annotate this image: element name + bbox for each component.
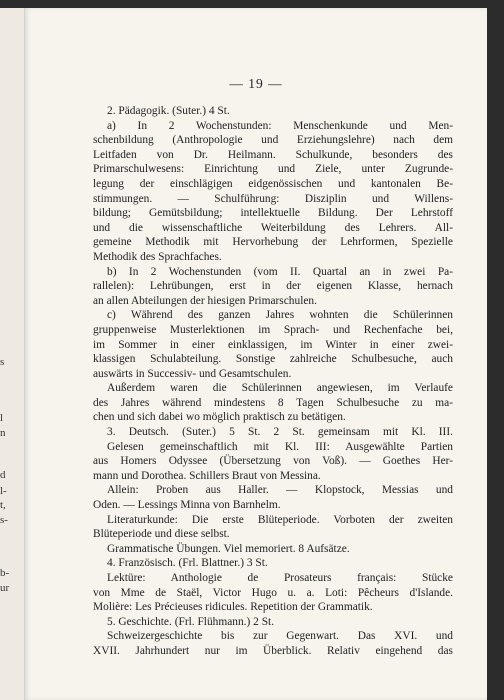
left-page-fragment: ur: [0, 582, 10, 594]
text-line: legung der einschlägigen eidgenössischen und kantonalen Be-: [93, 177, 453, 190]
text-line: bildung; Gemütsbildung; intellektuelle Bildung. Der Lehrstoff: [93, 207, 453, 220]
text-line: b) In 2 Wochenstunden (vom II. Quartal an in zwei Pa-: [107, 265, 453, 278]
left-page-edge: [0, 8, 25, 700]
text-line: rallelen): Lehrübungen, erst in der eigenen Klasse, hernach: [93, 280, 453, 293]
page-body-text: [93, 104, 453, 659]
text-line: Außerdem waren die Schülerinnen angewiesen, im Verlaufe: [107, 382, 453, 395]
text-line: im Sommer in einer einklassigen, im Winter in einer zwei-: [93, 338, 453, 351]
scan-background: [487, 8, 504, 700]
left-page-fragment: n: [0, 427, 6, 439]
text-line: Schweizergeschichte bis zur Gegenwart. Das XVI. und: [107, 630, 453, 643]
left-page-fragment: t,: [0, 499, 6, 511]
text-line: a) In 2 Wochenstunden: Menschenkunde und Men-: [107, 119, 453, 132]
text-line: stimmungen. — Schulführung: Disziplin und Willens-: [93, 192, 453, 205]
text-line: aus Homers Odyssee (Übersetzung von Voß). — Goethes Her-: [93, 455, 453, 468]
text-line: XVII. Jahrhundert nur im Überblick. Relativ eingehend das: [93, 644, 453, 657]
text-line: mann und Dorothea. Schillers Braut von Messina.: [93, 469, 321, 482]
book-page: [25, 8, 487, 700]
text-line: Allein: Proben aus Haller. — Klopstock, Messias und: [107, 484, 453, 497]
left-page-fragment: d: [0, 469, 6, 481]
text-line: c) Während des ganzen Jahres wohnten die Schülerinnen: [107, 309, 453, 322]
text-line: und die wissenschaftliche Weiterbildung des Lehrers. All-: [93, 221, 453, 234]
left-page-fragment: s: [0, 356, 5, 368]
text-line: gruppenweise Musterlektionen im Sprach- und Rechenfache bei,: [93, 323, 453, 336]
left-page-fragment: l-: [0, 485, 7, 497]
text-line: Gelesen gemeinschaftlich mit Kl. III: Ausgewählte Partien: [107, 440, 453, 453]
text-line: 3. Deutsch. (Suter.) 5 St. 2 St. gemeinsam mit Kl. III.: [107, 426, 453, 439]
text-line: Methodik des Sprachfaches.: [93, 250, 222, 263]
text-line: des Jahres während mindestens 8 Tagen Schulbesuche zu ma-: [93, 396, 453, 409]
text-line: klassigen Schulabteilung. Sonstige zahlreiche Schulbesuche, auch: [93, 353, 453, 366]
text-line: schenbildung (Anthropologie und Erziehungslehre) nach dem: [93, 134, 453, 147]
text-line: Literaturkunde: Die erste Blüteperiode. Vorboten der zweiten: [107, 513, 453, 526]
text-line: an allen Abteilungen der hiesigen Primarschulen.: [93, 294, 317, 307]
text-line: Grammatische Übungen. Viel memoriert. 8 Aufsätze.: [107, 542, 350, 555]
text-line: von Mme de Staël, Victor Hugo u. a. Loti: Pêcheurs d'Islande.: [93, 586, 453, 599]
text-line: Lektüre: Anthologie de Prosateurs français: Stücke: [107, 572, 453, 584]
text-line: 4. Französisch. (Frl. Blattner.) 3 St.: [107, 557, 268, 570]
text-line: 2. Pädagogik. (Suter.) 4 St.: [107, 105, 230, 117]
text-line: 5. Geschichte. (Frl. Flühmann.) 2 St.: [107, 615, 275, 628]
text-line: auswärts in Successiv- und Gesamtschulen.: [93, 367, 292, 380]
text-line: Molière: Les Précieuses ridicules. Repetition der Grammatik.: [93, 601, 373, 614]
left-page-fragment: s-: [0, 514, 8, 526]
text-line: gemeine Methodik mit Hervorhebung der Lehrformen, Spezielle: [93, 236, 453, 249]
text-line: Blüteperiode und diese selbst.: [93, 528, 230, 541]
left-page-fragment: b-: [0, 567, 10, 579]
text-line: Primarschulwesens: Einrichtung und Ziele, unter Zugrunde-: [93, 163, 453, 176]
left-page-fragment: l: [0, 412, 4, 424]
text-line: chen und sich dabei wo möglich praktisch zu betätigen.: [93, 411, 346, 424]
page-number: — 19 —: [229, 76, 283, 91]
text-line: Oden. — Lessings Minna von Barnhelm.: [93, 499, 281, 512]
text-line: Leitfaden von Dr. Heilmann. Schulkunde, besonders des: [93, 148, 453, 161]
